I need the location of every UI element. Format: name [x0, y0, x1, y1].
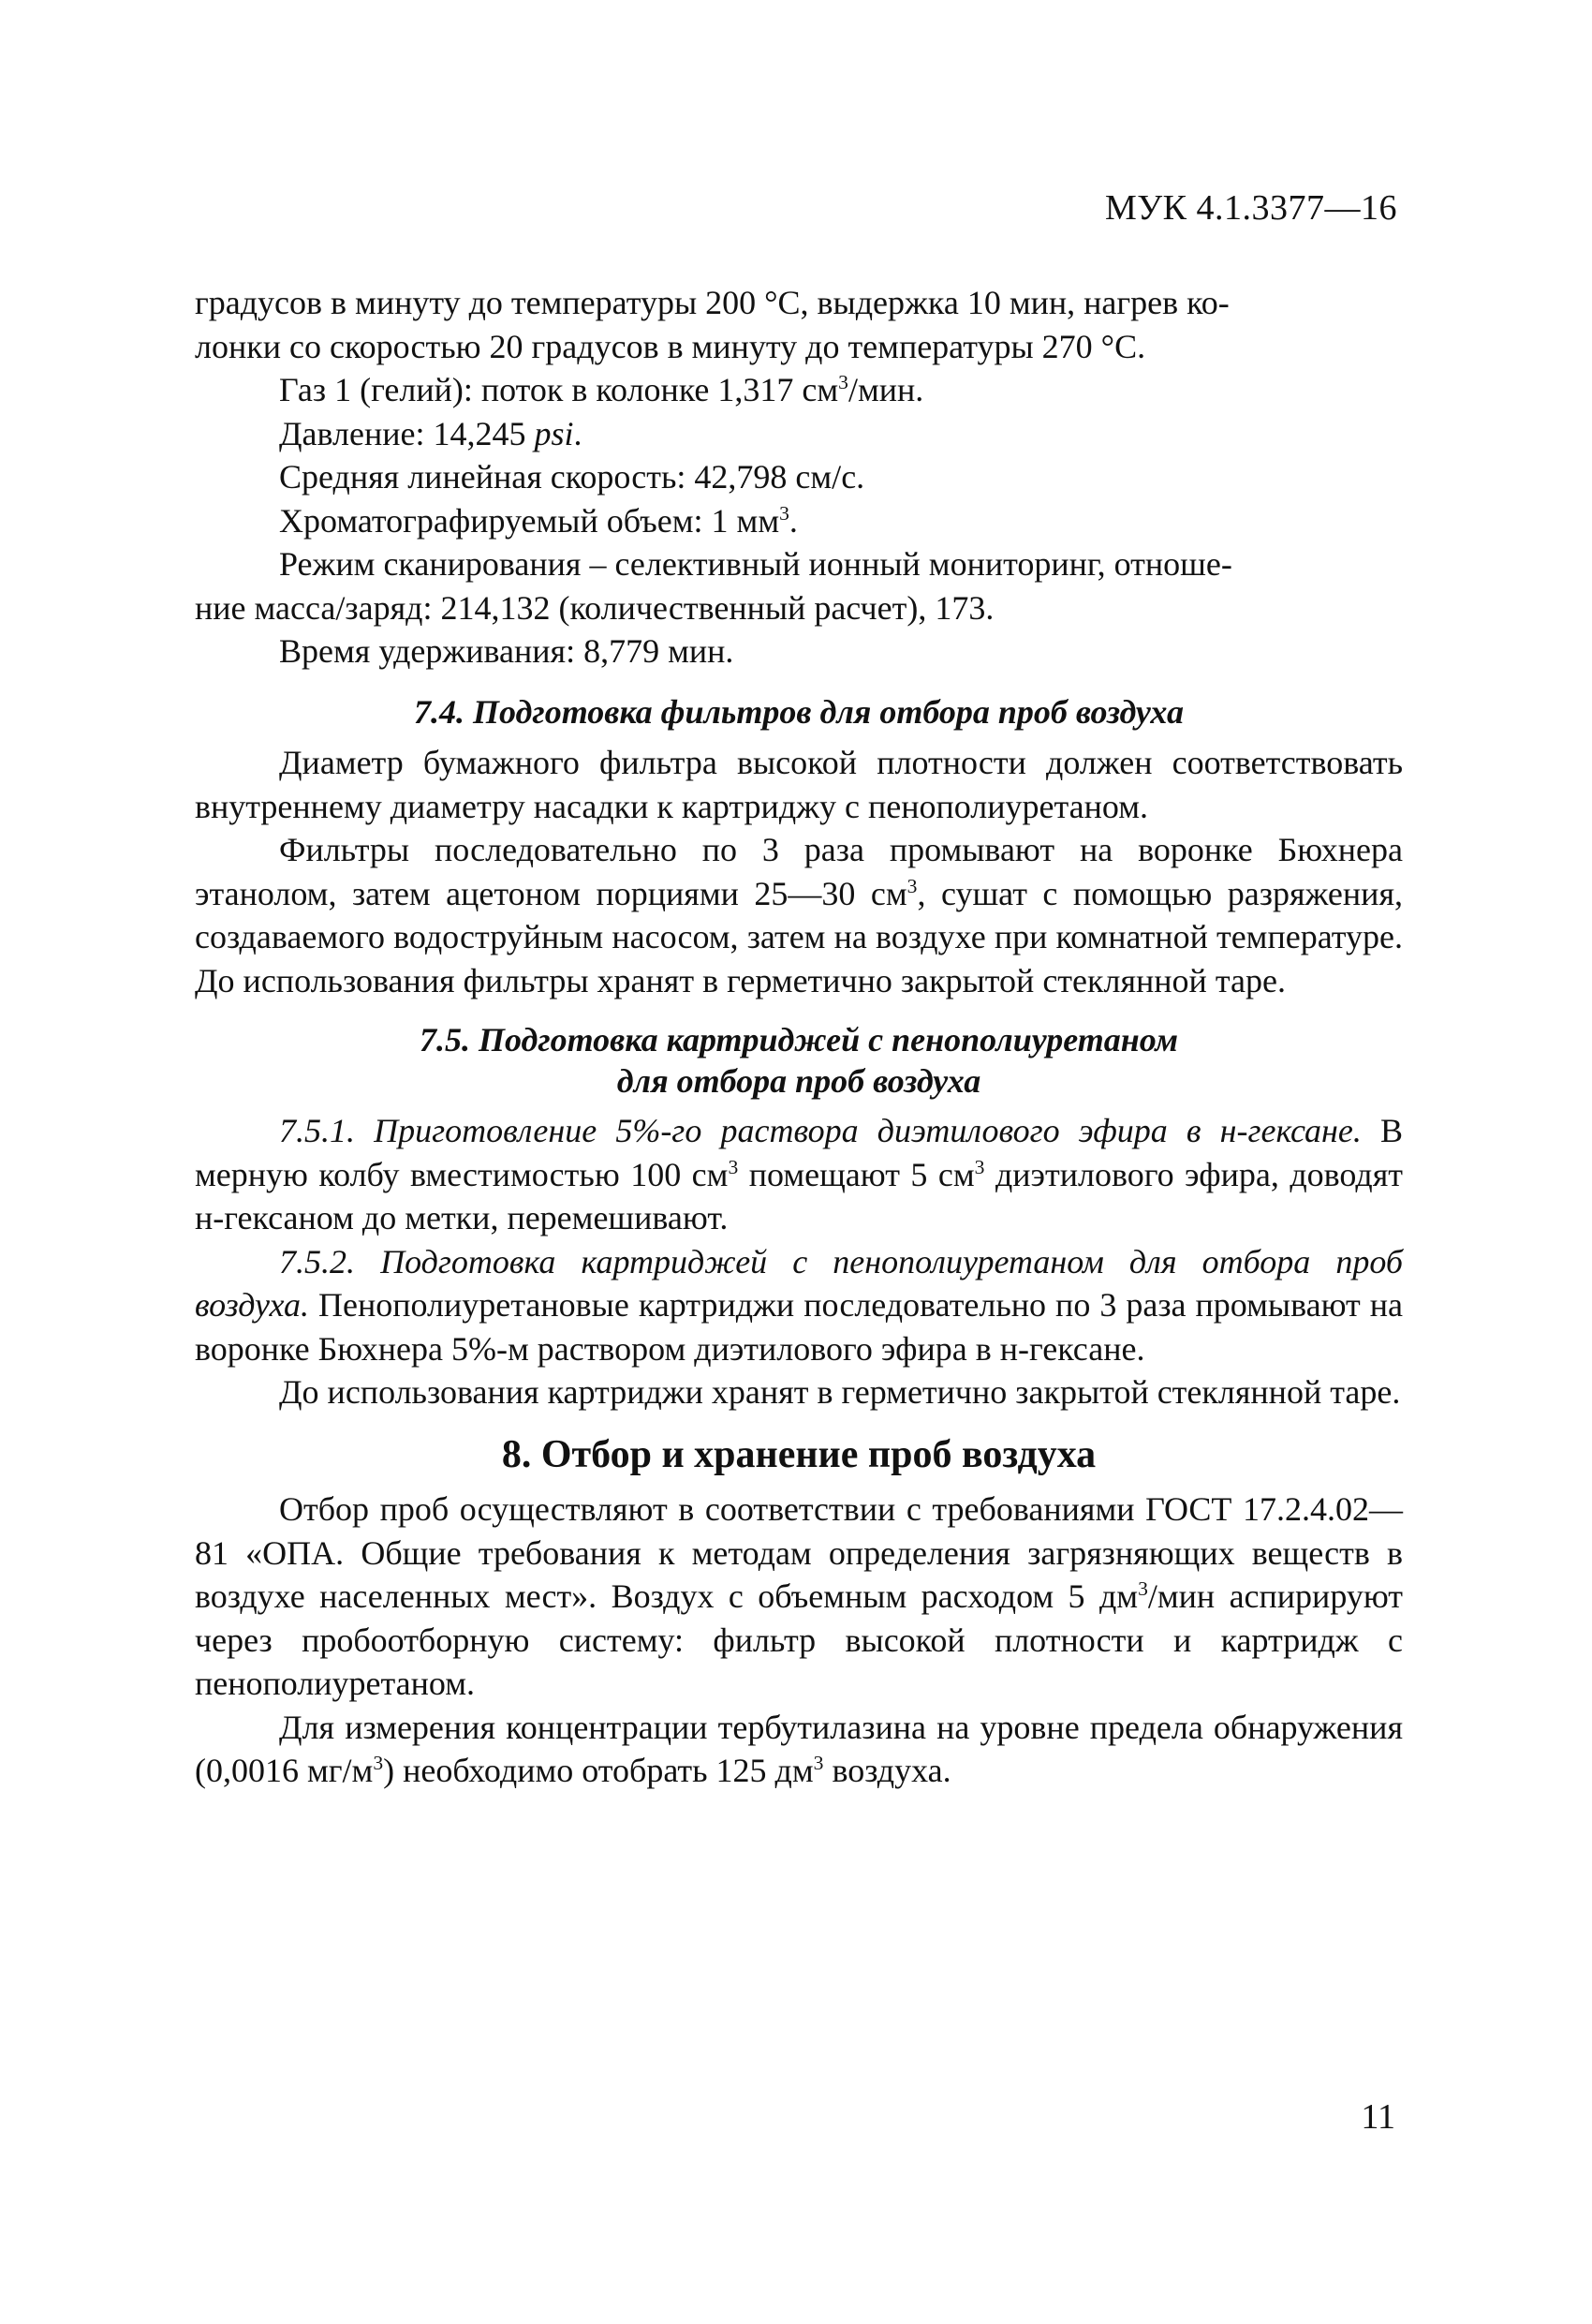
page-number: 11: [1361, 2097, 1395, 2137]
retention-line: Время удерживания: 8,779 мин.: [279, 632, 734, 670]
s752-paragraph: 7.5.2. Подготовка картриджей с пенополиуретаном для отбора проб воздуха. Пенополиуретановые картриджи последовательно по 3 раза промывают на воронке Бюхнера 5%-м раствором диэтилового эфира в н-гексане.: [195, 1242, 1403, 1368]
section-7-4-title: 7.4. Подготовка фильтров для отбора проб воздуха: [414, 692, 1184, 731]
text-line: лонки со скоростью 20 градусов в минуту до температуры 270 °С.: [195, 327, 1146, 365]
gas-line: Газ 1 (гелий): поток в колонке 1,317 $см^3$/мин.: [279, 371, 924, 408]
page-content: [195, 281, 1403, 1793]
s75-storage-paragraph: До использования картриджи хранят в герметично закрытой стеклянной таре.: [279, 1373, 1401, 1411]
s8-paragraph-1: Отбор проб осуществляют в соответствии с требованиями ГОСТ 17.2.4.02—81 «ОПА. Общие требования к методам определения загрязняющих веществ в воздухе населенных мест». Воздух с объемным расходом 5 $дм^3$/мин аспирируют через пробоотборную систему: фильтр высокой плотности и картридж с пенополиуретаном.: [195, 1490, 1404, 1702]
section-8-title: 8. Отбор и хранение проб воздуха: [501, 1432, 1097, 1476]
volume-line: Хроматографируемый объем: 1 $мм^3$.: [279, 501, 798, 540]
s751-paragraph: 7.5.1. Приготовление 5%-го раствора диэтилового эфира в н-гексане. В мерную колбу вместимостью 100 $см^3$ помещают 5 $см^3$ диэтилового эфира, доводят н-гексаном до метки, перемешивают.: [195, 1112, 1403, 1236]
scan-mode-paragraph: [195, 542, 1403, 629]
section-7-5-title: 7.5. Подготовка картриджей с пенополиуретаном для отбора проб воздуха: [419, 1021, 1179, 1100]
s74-paragraph-1: Диаметр бумажного фильтра высокой плотности должен соответствовать внутреннему диаметру насадки к картриджу с пенополиуретаном.: [195, 744, 1403, 825]
pressure-line: Давление: 14,245 psi.: [279, 414, 582, 452]
s74-paragraph-2: Фильтры последовательно по 3 раза промывают на воронке Бюхнера этанолом, затем ацетоном порциями 25—30 $см^3$, сушат с помощью разряжения, создаваемого водоструйным насосом, затем на воздухе при комнатной температуре. До использования фильтры хранят в герметично закрытой стеклянной таре.: [195, 831, 1403, 999]
document-code-header: МУК 4.1.3377—16: [1104, 188, 1397, 228]
text-line: ние масса/заряд: 214,132 (количественный расчет), 173.: [195, 588, 995, 627]
paragraph-continued: [195, 281, 1403, 368]
text-line: Режим сканирования – селективный ионный мониторинг, отноше-: [279, 545, 1232, 583]
text-line: градусов в минуту до температуры 200 °С, выдержка 10 мин, нагрев ко-: [195, 284, 1230, 321]
s8-paragraph-2: Для измерения концентрации тербутилазина на уровне предела обнаружения (0,0016 $мг/м^3$) необходимо отобрать 125 $дм^3$ воздуха.: [195, 1708, 1403, 1789]
velocity-line: Средняя линейная скорость: 42,798 см/с.: [279, 458, 865, 496]
